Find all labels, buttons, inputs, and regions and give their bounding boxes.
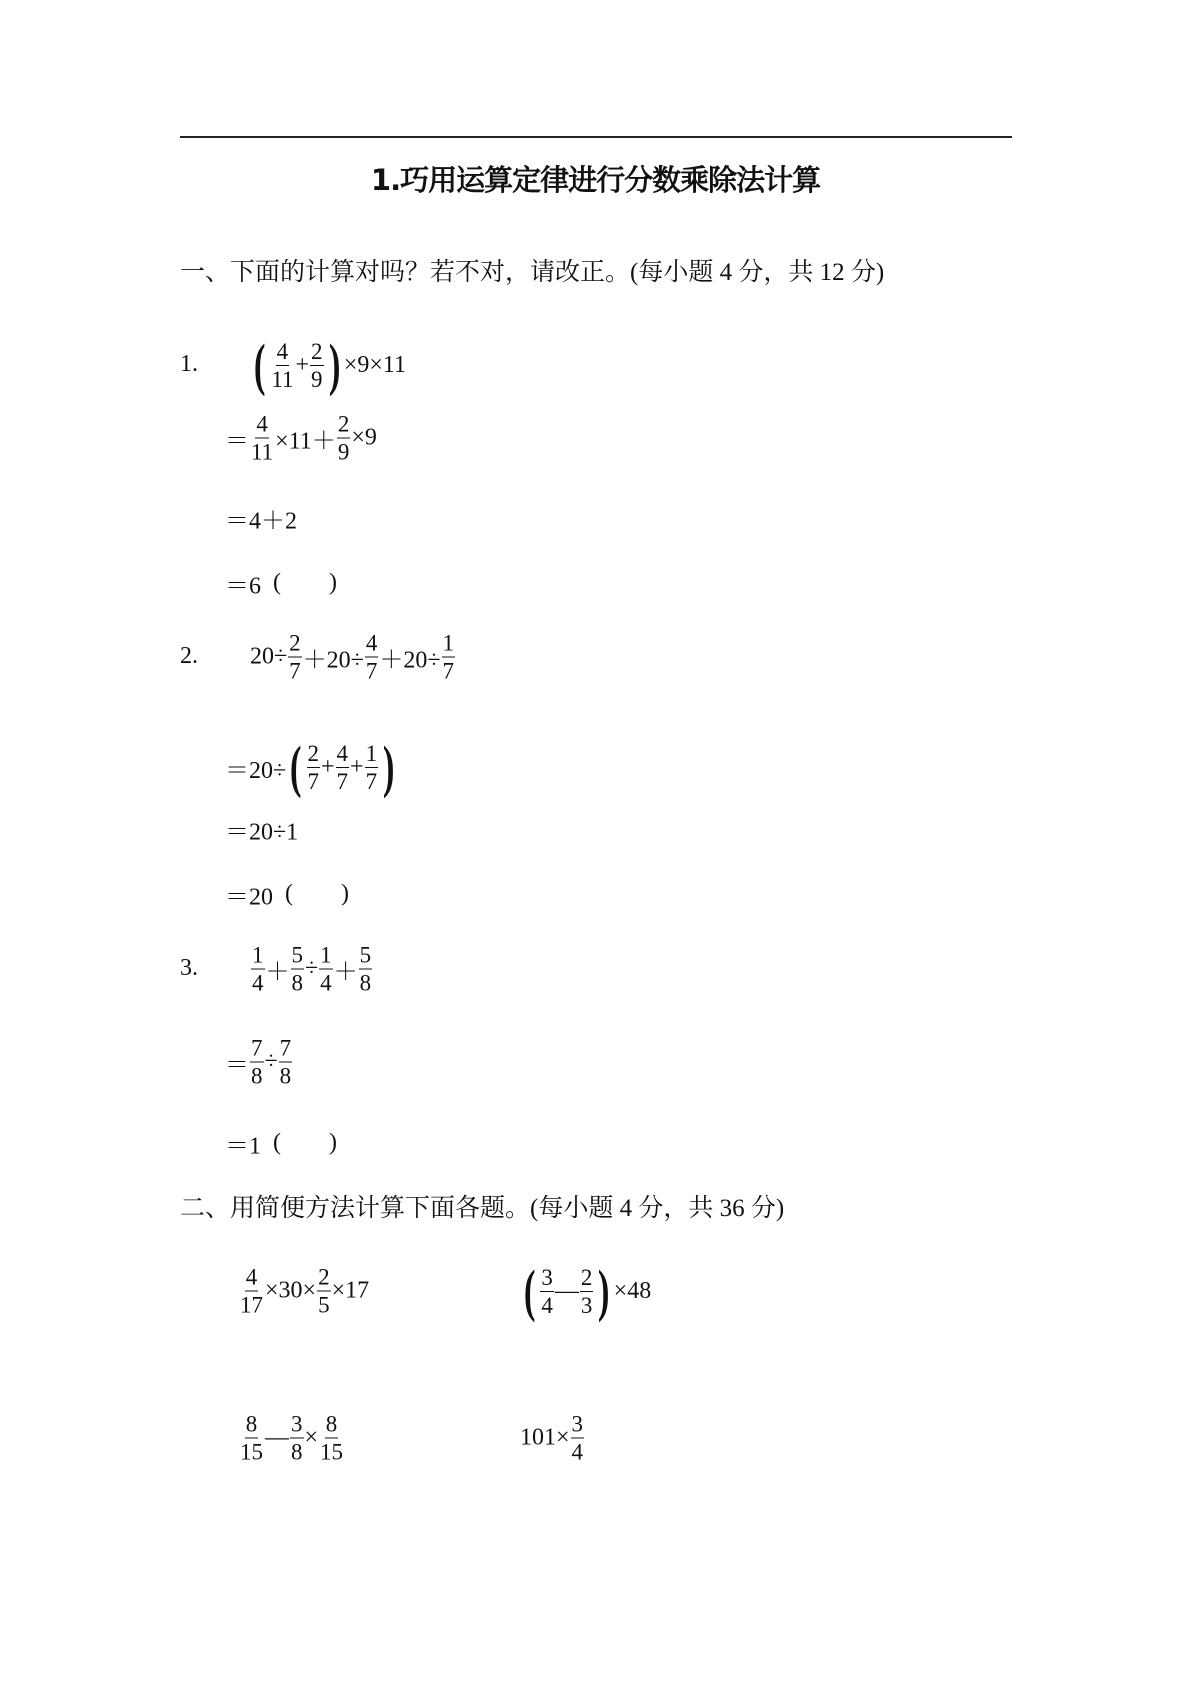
fraction-denominator: 3 <box>580 1292 593 1318</box>
fraction <box>250 1037 264 1088</box>
fraction-denominator: 4 <box>252 970 264 996</box>
expression-text: 20÷ <box>250 643 288 670</box>
fraction <box>442 632 456 683</box>
exercise-expression <box>238 1413 345 1464</box>
expression-text: ×17 <box>331 1277 370 1304</box>
fraction <box>290 1413 304 1464</box>
fraction-denominator: 8 <box>291 1439 303 1465</box>
fraction-numerator: 2 <box>337 411 350 437</box>
fraction-denominator: 15 <box>240 1439 263 1465</box>
fraction <box>251 944 265 995</box>
expression-text: ＝6 <box>225 573 261 600</box>
fraction <box>571 1413 585 1464</box>
expression-text: ＋ <box>333 959 358 986</box>
fraction-numerator: 8 <box>325 1411 338 1437</box>
left-bracket: ( <box>290 734 302 799</box>
problem-number: 1. <box>180 351 198 377</box>
solution-step <box>225 734 398 799</box>
fraction <box>288 632 302 683</box>
problem-number: 3. <box>180 955 198 981</box>
fraction-denominator: 7 <box>442 658 455 684</box>
solution-step <box>225 1037 293 1088</box>
fraction-denominator: 8 <box>251 1063 263 1089</box>
section1-heading: 一、下面的计算对吗？若不对，请改正。(每小题 4 分，共 12 分) <box>180 259 885 286</box>
fraction-numerator: 3 <box>571 1411 584 1437</box>
fraction <box>337 413 351 464</box>
left-bracket: ( <box>523 1258 536 1323</box>
fraction-denominator: 15 <box>320 1439 344 1465</box>
problem-expression <box>250 332 407 397</box>
fraction-denominator: 7 <box>365 768 378 794</box>
exercise-expression <box>520 1413 585 1464</box>
fraction <box>359 944 373 995</box>
expression-text: ＝ <box>225 1052 249 1079</box>
solution-step <box>225 566 337 601</box>
expression-text: ＝20÷ <box>225 757 287 784</box>
fraction-denominator: 9 <box>311 366 323 392</box>
fraction-numerator: 4 <box>276 338 289 364</box>
fraction-numerator: 2 <box>580 1264 593 1290</box>
parenthesized-group <box>250 332 344 397</box>
fraction-denominator: 8 <box>359 970 372 996</box>
problem-expression <box>250 632 456 683</box>
fraction <box>239 1413 264 1464</box>
parenthesized-group <box>520 1258 614 1323</box>
fraction <box>336 742 350 793</box>
fraction <box>239 1266 264 1317</box>
fraction-numerator: 2 <box>318 1264 330 1290</box>
answer-parentheses[interactable]: ( ) <box>273 880 349 907</box>
expression-text: ＋ <box>265 959 290 986</box>
fraction <box>319 944 333 995</box>
fraction-numerator: 4 <box>336 740 349 766</box>
solution-step <box>225 812 298 847</box>
fraction-denominator: 7 <box>365 658 378 684</box>
expression-text: × <box>304 1424 319 1451</box>
fraction-denominator: 7 <box>336 768 349 794</box>
fraction <box>279 1037 293 1088</box>
header-rule <box>180 136 1012 138</box>
fraction-denominator: 8 <box>279 1063 292 1089</box>
exercise-expression <box>520 1258 652 1323</box>
problem-expression <box>250 944 373 995</box>
expression-text: + <box>350 753 364 780</box>
fraction-numerator: 2 <box>289 630 301 656</box>
expression-text: ÷ <box>264 1048 278 1075</box>
fraction <box>365 632 379 683</box>
fraction-numerator: 1 <box>252 942 264 968</box>
fraction-denominator: 7 <box>289 658 301 684</box>
expression-text: + <box>295 351 310 378</box>
fraction <box>317 1266 331 1317</box>
expression-text: ＋20÷ <box>379 647 441 674</box>
fraction <box>291 944 305 995</box>
problem-number: 2. <box>180 643 198 669</box>
fraction-numerator: 3 <box>291 1411 303 1437</box>
solution-step <box>225 877 349 912</box>
fraction <box>310 340 324 391</box>
parenthesized-group <box>286 734 398 799</box>
fraction-numerator: 7 <box>251 1035 263 1061</box>
fraction-numerator: 1 <box>365 740 378 766</box>
fraction <box>540 1266 554 1317</box>
section2-heading: 二、用简便方法计算下面各题。(每小题 4 分，共 36 分) <box>180 1195 785 1222</box>
expression-text: ÷ <box>305 955 319 982</box>
right-bracket: ) <box>382 734 395 799</box>
fraction-numerator: 5 <box>291 942 303 968</box>
fraction-numerator: 4 <box>256 411 268 437</box>
fraction <box>365 742 379 793</box>
fraction <box>250 413 274 464</box>
fraction-denominator: 4 <box>541 1292 553 1318</box>
fraction-numerator: 3 <box>541 1264 553 1290</box>
solution-step <box>225 413 377 464</box>
fraction-numerator: 7 <box>279 1035 292 1061</box>
expression-text: ×9 <box>351 424 377 451</box>
fraction-numerator: 2 <box>307 740 319 766</box>
fraction-denominator: 11 <box>251 439 274 465</box>
fraction-numerator: 1 <box>320 942 332 968</box>
fraction-denominator: 9 <box>337 439 350 465</box>
expression-text: ＝1 <box>225 1133 261 1160</box>
fraction <box>319 1413 344 1464</box>
right-bracket: ) <box>598 1258 610 1323</box>
fraction-denominator: 17 <box>240 1292 263 1318</box>
expression-text: + <box>321 753 335 780</box>
left-bracket: ( <box>253 332 266 397</box>
solution-step <box>225 1126 337 1161</box>
expression-text: ＋20÷ <box>302 647 364 674</box>
fraction-numerator: 4 <box>365 630 378 656</box>
fraction-numerator: 5 <box>359 942 372 968</box>
right-bracket: ) <box>328 332 340 397</box>
answer-parentheses[interactable]: ( ) <box>261 1129 337 1156</box>
answer-parentheses[interactable]: ( ) <box>261 569 337 596</box>
expression-text: — <box>554 1277 579 1304</box>
fraction <box>580 1266 594 1317</box>
fraction-denominator: 8 <box>291 970 303 996</box>
expression-text: ＝20÷1 <box>225 819 299 846</box>
expression-text: ＝4＋2 <box>225 508 297 535</box>
fraction-denominator: 4 <box>571 1439 584 1465</box>
fraction <box>307 742 321 793</box>
fraction-numerator: 8 <box>245 1411 258 1437</box>
fraction-numerator: 4 <box>245 1264 258 1290</box>
solution-step <box>225 501 297 536</box>
expression-text: 101× <box>520 1424 570 1451</box>
fraction-denominator: 7 <box>307 768 319 794</box>
expression-text: ＝ <box>225 428 249 455</box>
expression-text: ×11＋ <box>275 428 336 455</box>
fraction-denominator: 4 <box>320 970 332 996</box>
fraction-denominator: 11 <box>271 366 294 392</box>
fraction-numerator: 2 <box>311 338 323 364</box>
fraction-denominator: 5 <box>318 1292 330 1318</box>
expression-text: ×9×11 <box>343 351 407 378</box>
fraction-numerator: 1 <box>442 630 455 656</box>
fraction <box>270 340 294 391</box>
expression-text: ×30× <box>265 1277 317 1304</box>
exercise-expression <box>238 1266 369 1317</box>
expression-text: ×48 <box>613 1277 652 1304</box>
expression-text: ＝20 <box>225 884 273 911</box>
page-title: 1.巧用运算定律进行分数乘除法计算 <box>370 163 821 197</box>
expression-text: — <box>265 1424 289 1451</box>
